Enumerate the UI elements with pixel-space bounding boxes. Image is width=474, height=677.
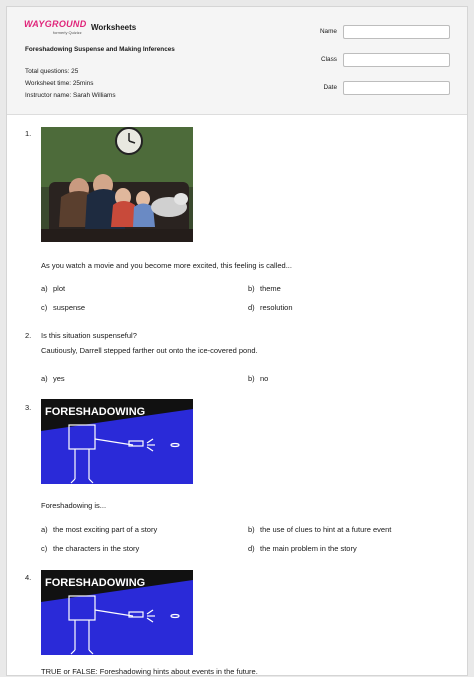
question-number: 1. (25, 129, 32, 138)
option-text: yes (53, 374, 65, 383)
question-number: 4. (25, 573, 32, 582)
worksheet-title: Foreshadowing Suspense and Making Inferences (25, 46, 175, 53)
question-text: As you watch a movie and you become more excited, this feeling is called... (41, 261, 292, 270)
option-d[interactable] (248, 303, 293, 312)
worksheet-page (6, 6, 468, 676)
date-field[interactable] (343, 81, 450, 95)
option-letter: c) (41, 303, 48, 312)
class-field[interactable] (343, 53, 450, 67)
option-letter: d) (248, 303, 255, 312)
option-text: the most exciting part of a story (53, 525, 158, 534)
name-label: Name (319, 28, 337, 35)
option-a[interactable] (41, 525, 157, 534)
option-letter: b) (248, 525, 255, 534)
option-text: no (260, 374, 269, 383)
foreshadowing-caption: FORESHADOWING (45, 406, 146, 418)
worksheet-time: Worksheet time: 25mins (25, 80, 94, 87)
class-label: Class (321, 56, 337, 63)
name-field[interactable] (343, 25, 450, 39)
logo-subtext: formerly Quizizz (53, 30, 82, 35)
section-title: Worksheets (91, 23, 137, 32)
foreshadowing-caption: FORESHADOWING (45, 577, 146, 589)
option-text: theme (260, 284, 281, 293)
question-number: 2. (25, 331, 32, 340)
option-letter: b) (248, 374, 255, 383)
family-watching-tv-image (41, 127, 193, 242)
wayground-logo (24, 19, 88, 39)
question-text: Is this situation suspenseful? (41, 331, 137, 340)
option-letter: c) (41, 544, 48, 553)
option-b[interactable] (248, 284, 281, 293)
foreshadowing-image (41, 399, 193, 484)
option-a[interactable] (41, 284, 65, 293)
option-letter: d) (248, 544, 255, 553)
worksheet-header (7, 7, 467, 115)
option-letter: b) (248, 284, 255, 293)
foreshadowing-image (41, 570, 193, 655)
option-letter: a) (41, 284, 48, 293)
option-text: suspense (53, 303, 86, 312)
question-text: TRUE or FALSE: Foreshadowing hints about events in the future. (41, 667, 258, 676)
option-text: resolution (260, 303, 293, 312)
date-label: Date (323, 84, 337, 91)
logo-wordmark: WAYGROUND (24, 19, 87, 29)
option-text: the characters in the story (53, 544, 140, 553)
option-letter: a) (41, 525, 48, 534)
option-text: plot (53, 284, 66, 293)
total-questions: Total questions: 25 (25, 68, 79, 75)
question-text: Foreshadowing is... (41, 501, 107, 510)
option-letter: a) (41, 374, 48, 383)
option-b[interactable] (248, 525, 391, 534)
option-c[interactable] (41, 303, 85, 312)
question-number: 3. (25, 403, 32, 412)
question-passage: Cautiously, Darrell stepped farther out onto the ice-covered pond. (41, 346, 258, 355)
option-c[interactable] (41, 544, 139, 553)
option-d[interactable] (248, 544, 357, 553)
option-text: the main problem in the story (260, 544, 357, 553)
option-b[interactable] (248, 374, 268, 383)
option-text: the use of clues to hint at a future event (260, 525, 392, 534)
instructor-name: Instructor name: Sarah Williams (25, 92, 116, 99)
option-a[interactable] (41, 374, 65, 383)
